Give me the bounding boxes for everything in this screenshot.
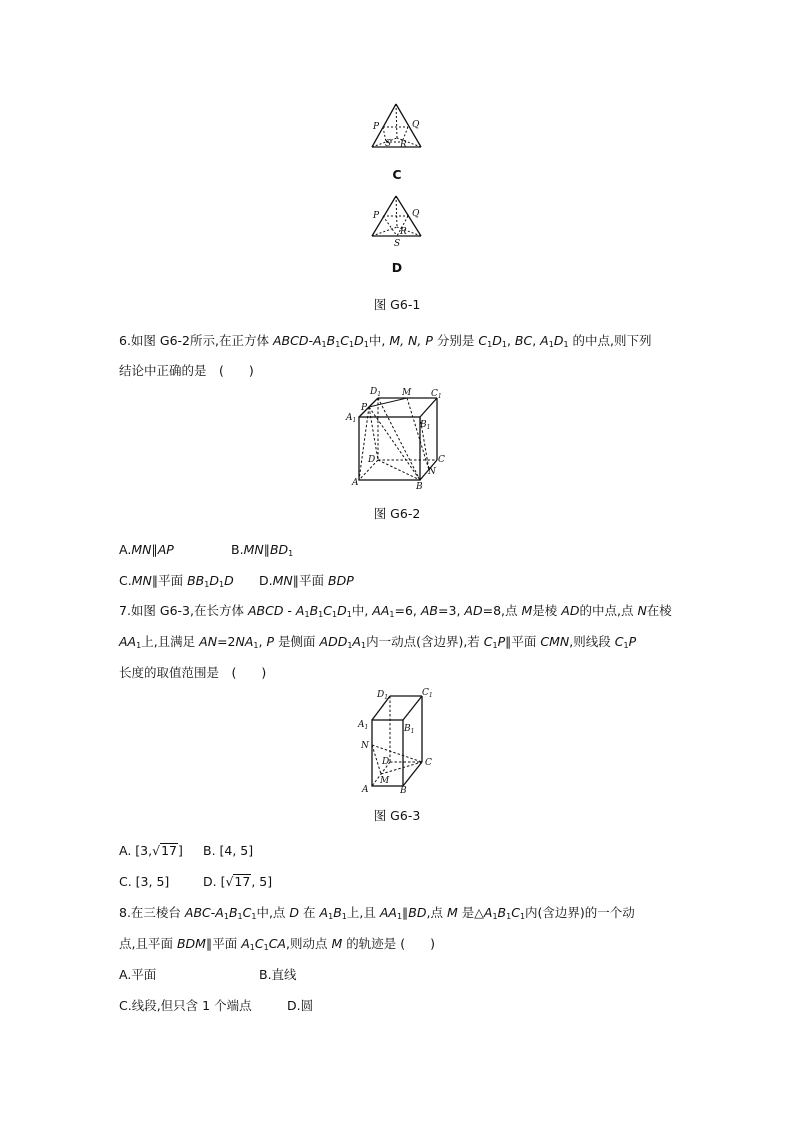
q8-options-row1 xyxy=(119,967,297,983)
q7-option-a: A. [3,√17] xyxy=(119,843,183,858)
figure-g62-caption: 图 G6-2 xyxy=(373,506,421,521)
g62-pt-a1: $A_1$ xyxy=(346,413,357,424)
figure-d-label: D xyxy=(391,260,403,275)
g62-pt-m: M xyxy=(402,388,412,398)
fig-c-pt-p: P xyxy=(373,122,380,132)
q7-line3: 长度的取值范围是 ( ) xyxy=(119,665,267,680)
fig-c-pt-s: S xyxy=(385,139,392,149)
q6-line2: 结论中正确的是 ( ) xyxy=(119,363,254,378)
q6-options-row2 xyxy=(119,573,354,593)
fig-c-pt-q: Q xyxy=(412,120,420,130)
q7-option-c: C. [3, 5] xyxy=(119,874,170,889)
q8-option-a: A.平面 xyxy=(119,967,157,982)
g63-pt-n: N xyxy=(361,741,369,751)
g63-pt-d: D xyxy=(382,757,390,767)
g62-pt-b1: $B_1$ xyxy=(420,420,431,431)
g62-pt-a: A xyxy=(352,478,359,488)
q6-option-c: C.MN∥平面 $BB_1D_1D$ xyxy=(119,573,234,589)
g62-pt-c1: $C_1$ xyxy=(431,389,442,400)
fig-d-pt-r: R xyxy=(400,227,407,237)
q8-option-d: D.圆 xyxy=(287,998,314,1013)
figure-g62-cube xyxy=(345,384,450,490)
fig-d-pt-q: Q xyxy=(412,209,420,219)
figure-d-tetrahedron xyxy=(368,192,428,248)
q8-line1: 8.在三棱台 ABC-$A_1B_1C_1$中,点 D 在 $A_1B_1$上,且 $AA_1\parallel BD$,点 M 是$\triangle A_1B_1C_1$内(含边界)的一个动 xyxy=(119,905,635,921)
q7-option-d: D. [√17, 5] xyxy=(203,874,273,889)
g62-pt-d1: $D_1$ xyxy=(370,387,382,398)
q8-option-b: B.直线 xyxy=(259,967,297,982)
q7-option-b: B. [4, 5] xyxy=(203,843,254,858)
q8-options-row2 xyxy=(119,998,314,1014)
fig-c-pt-r: R xyxy=(400,140,407,150)
g63-pt-m: M xyxy=(380,776,390,786)
g62-pt-n: N xyxy=(428,467,436,477)
g63-pt-b: B xyxy=(400,786,407,796)
g63-pt-c1: $C_1$ xyxy=(422,688,433,699)
figure-g63-box xyxy=(355,685,440,797)
q7-options-row1 xyxy=(119,843,254,859)
q6-option-a: A.MN∥AP xyxy=(119,542,174,557)
g62-pt-d: D xyxy=(368,455,376,465)
g63-pt-a1: $A_1$ xyxy=(358,720,369,731)
q6-option-d: D.MN∥平面 BDP xyxy=(259,573,354,588)
q6-option-b: $B.MN\parallel BD_1$ xyxy=(231,542,294,558)
q7-line2: $AA_1$上,且满足 $AN=2NA_1$, P 是侧面 $ADD_1A_1$内一动点(含边界),若 $C_1P\parallel$平面 CMN,则线段 $C_1P$ xyxy=(119,634,637,650)
q7-options-row2 xyxy=(119,874,273,890)
q8-line2: 点,且平面 BDM∥平面 $A_1C_1CA$,则动点 M 的轨迹是 ( ) xyxy=(119,936,435,952)
g62-pt-c: C xyxy=(438,455,445,465)
fig-d-pt-p: P xyxy=(373,211,380,221)
g63-pt-a: A xyxy=(362,785,369,795)
q6-line1: 6.如图 G6-2所示,在正方体 ABCD-$A_1B_1C_1D_1$中, M, N, P 分别是 $C_1D_1$, BC, $A_1D_1$ 的中点,则下列 xyxy=(119,333,652,349)
g62-pt-p: P xyxy=(361,403,368,413)
g63-pt-c: C xyxy=(425,758,432,768)
q6-options-row1 xyxy=(119,542,294,558)
figure-c-tetrahedron xyxy=(368,100,428,152)
q8-option-c: C.线段,但只含 1 个端点 xyxy=(119,998,252,1013)
g62-pt-b: B xyxy=(416,482,423,492)
g63-pt-b1: $B_1$ xyxy=(404,724,415,735)
q7-line1: 7.如图 G6-3,在长方体 ABCD - $A_1B_1C_1D_1$中, $AA_1=6$, AB=3, AD=8,点 M是棱 AD的中点,点 N在棱 xyxy=(119,603,672,619)
figure-g61-caption: 图 G6-1 xyxy=(373,297,421,312)
figure-g63-caption: 图 G6-3 xyxy=(373,808,421,823)
fig-d-pt-s: S xyxy=(394,239,401,249)
figure-c-label: C xyxy=(392,167,402,182)
g63-pt-d1: $D_1$ xyxy=(377,690,389,701)
